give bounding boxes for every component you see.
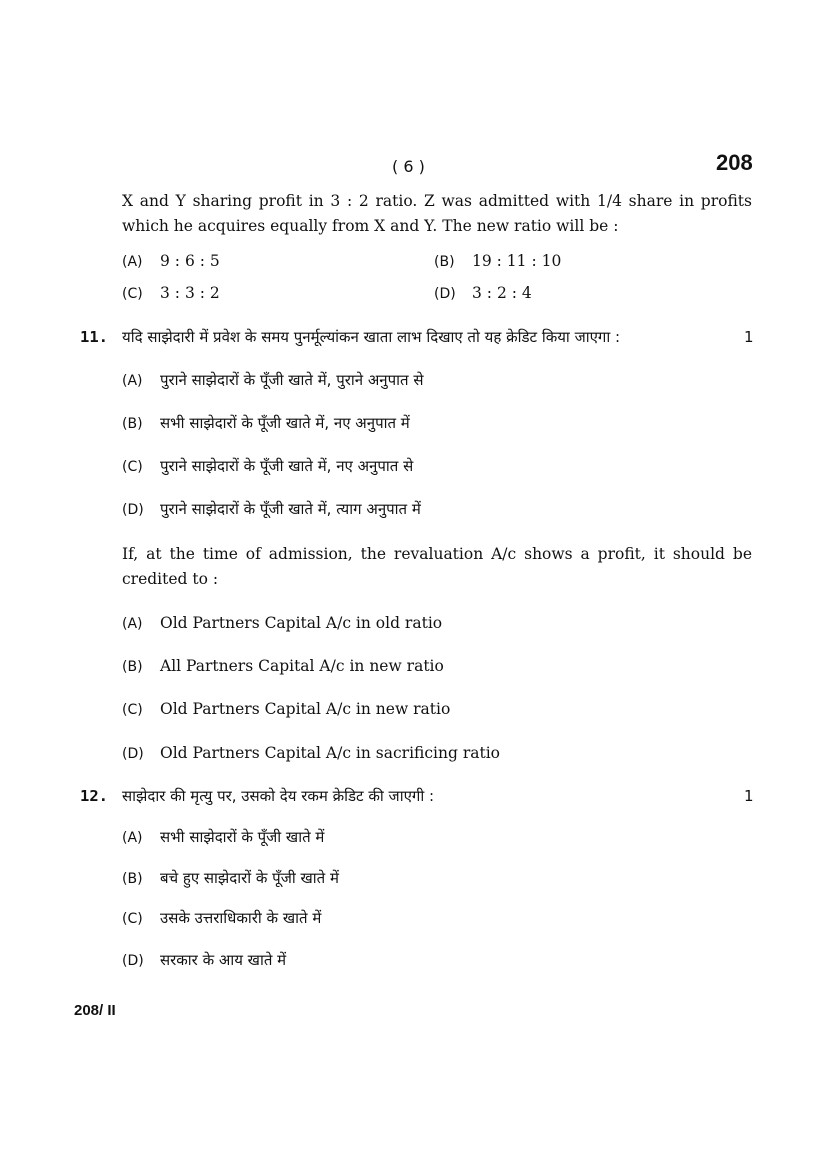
option-text: उसके उत्तराधिकारी के खाते में bbox=[160, 909, 322, 927]
option-label: (C) bbox=[122, 702, 143, 718]
option-label: (B) bbox=[122, 416, 143, 432]
footer-code: 208/ II bbox=[74, 1002, 116, 1019]
q10-option-d bbox=[434, 284, 532, 302]
option-text: बचे हुए साझेदारों के पूँजी खाते में bbox=[160, 869, 339, 887]
option-label: (C) bbox=[122, 459, 143, 475]
option-text: सरकार के आय खाते में bbox=[160, 951, 287, 969]
option-text: पुराने साझेदारों के पूँजी खाते में, त्याग अनुपात में bbox=[160, 500, 421, 518]
q12-hindi-option-b bbox=[122, 868, 339, 888]
question-12-number: 12. bbox=[80, 787, 108, 805]
option-label: (D) bbox=[122, 502, 144, 518]
option-text: 19 : 11 : 10 bbox=[472, 252, 562, 270]
option-label: (A) bbox=[122, 373, 143, 389]
option-label: (D) bbox=[122, 953, 144, 969]
option-label: (C) bbox=[122, 286, 143, 302]
option-text: सभी साझेदारों के पूँजी खाते में, नए अनुपात में bbox=[160, 414, 410, 432]
q11-english-option-a bbox=[122, 614, 442, 632]
q12-hindi-option-d bbox=[122, 950, 286, 970]
option-label: (D) bbox=[122, 746, 144, 762]
option-label: (A) bbox=[122, 830, 143, 846]
option-text: All Partners Capital A/c in new ratio bbox=[160, 657, 444, 675]
option-label: (D) bbox=[434, 286, 456, 302]
option-text: पुराने साझेदारों के पूँजी खाते में, नए अनुपात से bbox=[160, 457, 414, 475]
q11-english-option-b bbox=[122, 657, 444, 675]
q10-option-a bbox=[122, 252, 220, 270]
option-text: पुराने साझेदारों के पूँजी खाते में, पुराने अनुपात से bbox=[160, 371, 424, 389]
option-label: (A) bbox=[122, 616, 143, 632]
option-label: (B) bbox=[122, 871, 143, 887]
question-10-text: X and Y sharing profit in 3 : 2 ratio. Z was admitted with 1/4 share in profits which he acquires equally from X and Y. The new ratio will be : bbox=[122, 192, 752, 235]
option-label: (B) bbox=[122, 659, 143, 675]
q12-hindi-option-c bbox=[122, 908, 321, 928]
question-12-marks: 1 bbox=[744, 787, 754, 805]
option-label: (A) bbox=[122, 254, 143, 270]
q12-hindi-option-a bbox=[122, 827, 324, 847]
q11-hindi-option-b bbox=[122, 413, 410, 433]
option-text: 3 : 2 : 4 bbox=[472, 284, 532, 302]
question-11-number: 11. bbox=[80, 328, 108, 346]
question-11-hindi-text: यदि साझेदारी में प्रवेश के समय पुनर्मूल्यांकन खाता लाभ दिखाए तो यह क्रेडिट किया जाएगा : bbox=[122, 328, 621, 346]
q11-english-option-d bbox=[122, 744, 500, 762]
option-text: Old Partners Capital A/c in sacrificing ratio bbox=[160, 744, 501, 762]
option-label: (C) bbox=[122, 911, 143, 927]
q11-english-option-c bbox=[122, 700, 450, 718]
q10-option-b bbox=[434, 252, 561, 270]
option-text: 9 : 6 : 5 bbox=[160, 252, 220, 270]
q11-hindi-option-a bbox=[122, 370, 424, 390]
option-label: (B) bbox=[434, 254, 455, 270]
q10-option-c bbox=[122, 284, 220, 302]
paper-code: 208 bbox=[716, 150, 753, 175]
question-11-marks: 1 bbox=[744, 328, 754, 346]
q11-hindi-option-c bbox=[122, 456, 413, 476]
question-11-english-text: If, at the time of admission, the revaluation A/c shows a profit, it should be credited to : bbox=[122, 545, 752, 588]
q11-hindi-option-d bbox=[122, 499, 421, 519]
option-text: 3 : 3 : 2 bbox=[160, 284, 220, 302]
option-text: Old Partners Capital A/c in old ratio bbox=[160, 614, 443, 632]
option-text: Old Partners Capital A/c in new ratio bbox=[160, 700, 451, 718]
question-12-hindi-text: साझेदार की मृत्यु पर, उसको देय रकम क्रेडिट की जाएगी : bbox=[122, 787, 435, 805]
page-number: ( 6 ) bbox=[392, 157, 425, 176]
option-text: सभी साझेदारों के पूँजी खाते में bbox=[160, 828, 325, 846]
